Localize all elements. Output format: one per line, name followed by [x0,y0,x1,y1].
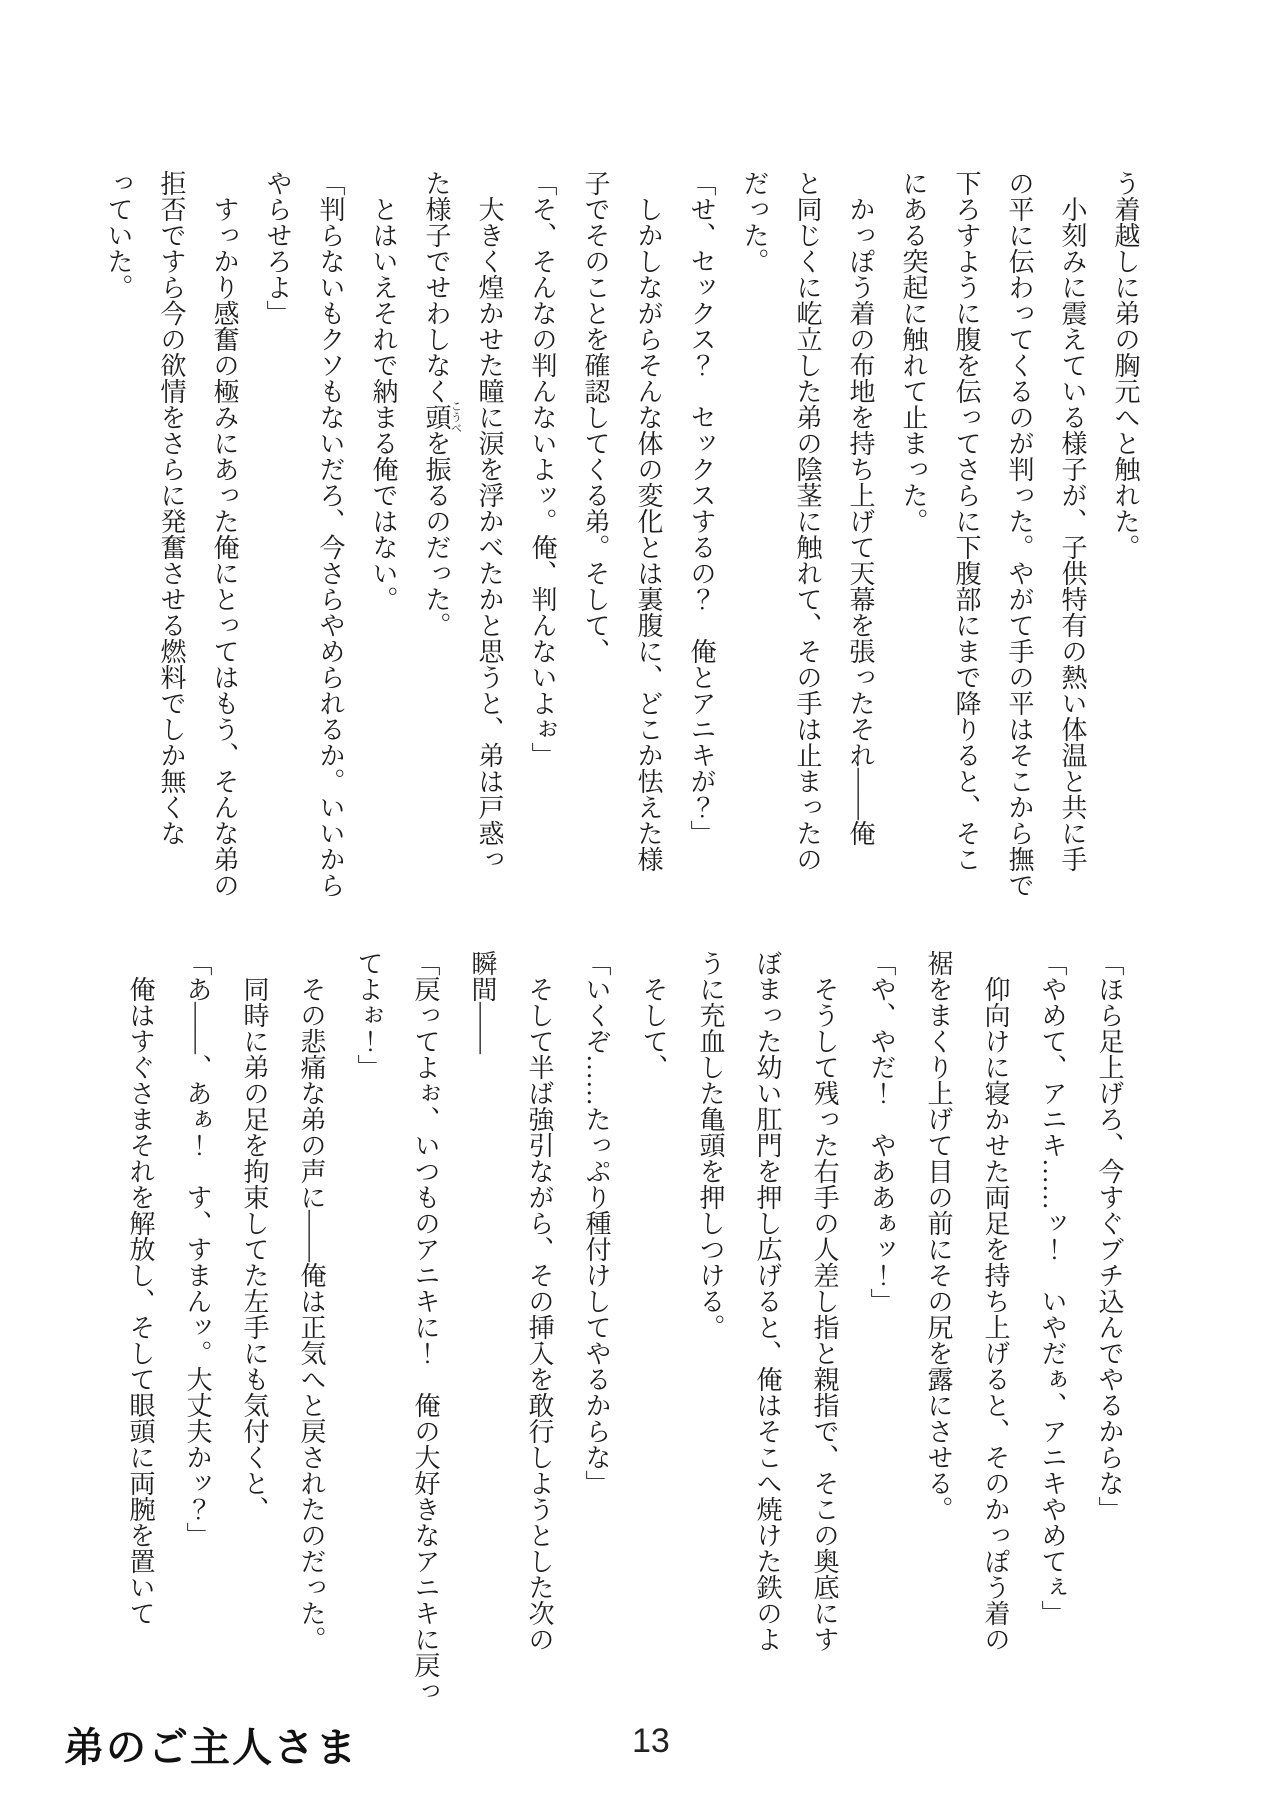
text-column: 大きく煌かせた瞳に涙を浮かべたかと思うと、弟は戸惑っ [475,196,504,872]
text-column: 瞬間—— [468,950,497,1054]
text-column: 子でそのことを確認してくる弟。そして、 [581,170,610,664]
text-column: ぼまった幼い肛門を押し広げると、俺はそこへ焼けた鉄のよ [753,950,782,1652]
text-block-bottom [112,950,1138,1728]
text-column: だった。 [740,170,769,274]
text-column: にある突起に触れて止まった。 [899,170,928,534]
text-column: やらせろよ」 [263,170,292,326]
text-column: 仰向けに寝かせた両足を持ち上げると、そのかっぽう着の [981,976,1010,1652]
text-column: そして、 [639,976,668,1080]
text-column: た様子でせわしなく頭こうべを振るのだった。 [422,170,462,638]
text-column: 「そ、そんなの判んないよッ。俺、判んないよぉ」 [528,170,557,768]
text-column: とはいえそれで納まる俺ではない。 [369,196,398,612]
text-column: う着越しに弟の胸元へと触れた。 [1111,170,1140,560]
text-column: 「あ——、あぁ！ す、すまんッ。大丈夫かッ？」 [183,950,212,1548]
text-column: っていた。 [104,170,133,300]
text-block-top [92,170,1152,948]
text-column: かっぽう着の布地を持ち上げて天幕を張ったそれ——俺 [846,196,875,846]
text-column: の平に伝わってくるのが判った。やがて手の平はそこから撫で [1005,170,1034,898]
text-column: 「いくぞ……たっぷり種付けしてやるからな」 [582,950,611,1496]
text-column: 「判らないもクソもないだろ、今さらやめられるか。いいから [316,170,345,898]
text-column: 「や、やだ！ やああぁッ！」 [867,950,896,1314]
page-number: 13 [632,1722,670,1760]
text-column: うに充血した亀頭を押しつける。 [696,950,725,1340]
text-column: てよぉ！」 [354,950,383,1080]
text-column: すっかり感奮の極みにあった俺にとってはもう、そんな弟の [210,196,239,898]
text-column: 俺はすぐさまそれを解放し、そして眼頭に両腕を置いて [126,976,155,1626]
text-column: その悲痛な弟の声に——俺は正気へと戻されたのだった。 [297,976,326,1652]
text-column: そうして残った右手の人差し指と親指で、そこの奥底にす [810,976,839,1652]
text-column: 小刻みに震えている様子が、子供特有の熱い体温と共に手 [1058,196,1087,872]
text-column: しかしながらそんな体の変化とは裏腹に、どこか怯えた様 [634,196,663,872]
text-column: 同時に弟の足を拘束してた左手にも気付くと、 [240,976,269,1522]
text-column: そして半ば強引ながら、その挿入を敢行しようとした次の [525,976,554,1652]
text-column: と同じくに屹立した弟の陰茎に触れて、その手は止まったの [793,170,822,872]
footer-title: 弟のご主人さま [64,1726,358,1770]
text-column: 「せ、セックス？ セックスするの？ 俺とアニキが？」 [687,170,716,846]
text-column: 下ろすように腹を伝ってさらに下腹部にまで降りると、そこ [952,170,981,872]
text-column: 拒否ですら今の欲情をさらに発奮させる燃料でしか無くな [157,170,186,846]
text-column: 「やめて、アニキ……ッ！ いやだぁ、アニキやめてぇ」 [1038,950,1067,1626]
text-column: 「戻ってよぉ、いつものアニキに！ 俺の大好きなアニキに戻っ [411,950,440,1704]
text-column: 「ほら足上げろ、今すぐブチ込んでやるからな」 [1095,950,1124,1522]
text-column: 裾をまくり上げて目の前にその尻を露にさせる。 [924,950,953,1522]
